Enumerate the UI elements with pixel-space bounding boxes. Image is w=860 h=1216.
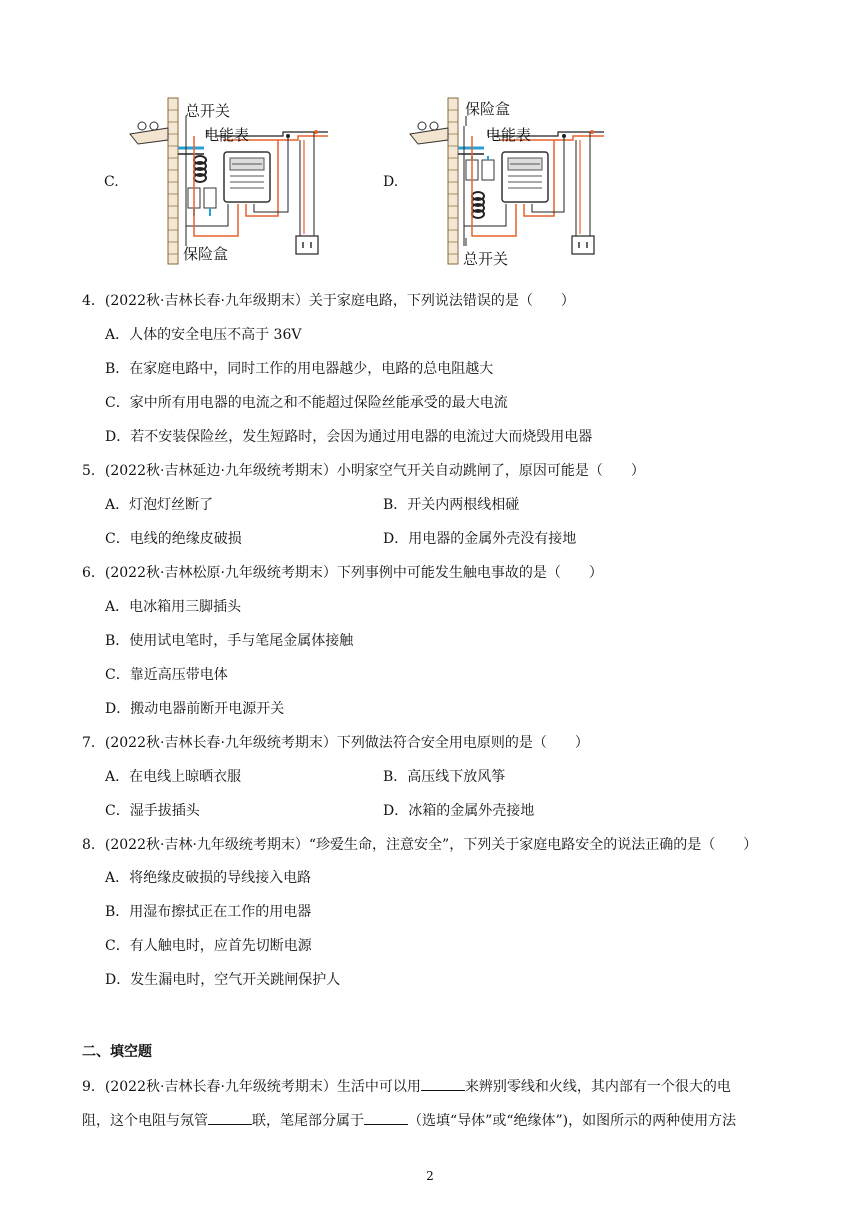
question-stem: 7．(2022秋·吉林长春·九年级统考期末）下列做法符合安全用电原则的是（ ） xyxy=(82,735,589,751)
option-c: C．湿手拔插头 xyxy=(105,803,200,819)
figure-d-meter-label: 电能表 xyxy=(486,126,532,144)
circuit-diagram-d xyxy=(408,96,608,268)
option-d: D．搬动电器前断开电源开关 xyxy=(105,701,285,717)
question-stem: 4．(2022秋·吉林长春·九年级期末）关于家庭电路，下列说法错误的是（ ） xyxy=(82,293,575,309)
electricity-meter-icon xyxy=(224,152,270,202)
q9-text: 阻，这个电阻与氖管 xyxy=(82,1113,208,1129)
question-stem: 8．(2022秋·吉林·九年级统考期末）“珍爱生命，注意安全”，下列关于家庭电路安全的说法正确的是（ ） xyxy=(82,837,758,853)
socket-icon xyxy=(296,236,318,254)
figure-c-letter: C. xyxy=(104,174,119,190)
figure-d-top-label: 保险盒 xyxy=(465,100,511,118)
option-d: D．发生漏电时，空气开关跳闸保护人 xyxy=(105,972,341,988)
option-a: A．在电线上晾晒衣服 xyxy=(105,769,242,785)
wall-brick-icon xyxy=(168,98,178,264)
option-c: C．靠近高压带电体 xyxy=(105,667,228,683)
insulator-icon xyxy=(410,122,448,144)
section-title: 二、填空题 xyxy=(82,1044,152,1060)
option-b: B．在家庭电路中，同时工作的用电器越少，电路的总电阻越大 xyxy=(105,361,494,377)
figure-c-top-label: 总开关 xyxy=(185,102,231,120)
option-b: B．开关内两根线相碰 xyxy=(383,497,520,513)
fuse-box-icon xyxy=(466,156,494,180)
socket-icon xyxy=(572,236,594,254)
figure-d-letter: D. xyxy=(383,174,399,190)
wall-brick-icon xyxy=(448,98,458,264)
insulator-icon xyxy=(130,122,168,144)
option-a: A．将绝缘皮破损的导线接入电路 xyxy=(105,870,312,886)
question-stem: 5．(2022秋·吉林延边·九年级统考期末）小明家空气开关自动跳闸了，原因可能是（ ） xyxy=(82,463,645,479)
figure-d-bottom-label: 总开关 xyxy=(463,250,509,268)
q9-text: 来辨别零线和火线，其内部有一个很大的电 xyxy=(464,1079,731,1095)
question-stem: 6．(2022秋·吉林松原·九年级统考期末）下列事例中可能发生触电事故的是（ ） xyxy=(82,565,603,581)
page-number: 2 xyxy=(426,1169,434,1183)
answer-blank xyxy=(208,1110,252,1125)
electricity-meter-icon xyxy=(502,152,548,202)
question-9-line-2 xyxy=(82,1110,736,1131)
option-a: A．电冰箱用三脚插头 xyxy=(105,599,242,615)
option-b: B．使用试电笔时，手与笔尾金属体接触 xyxy=(105,633,354,649)
option-d: D．若不安装保险丝，发生短路时，会因为通过用电器的电流过大而烧毁用电器 xyxy=(105,429,593,445)
q9-text: 9．(2022秋·吉林长春·九年级统考期末）生活中可以用 xyxy=(82,1079,421,1095)
figure-c-bottom-label: 保险盒 xyxy=(183,245,229,263)
circuit-diagram-c xyxy=(128,96,338,268)
option-c: C．家中所有用电器的电流之和不能超过保险丝能承受的最大电流 xyxy=(105,395,508,411)
option-b: B．用湿布擦拭正在工作的用电器 xyxy=(105,904,312,920)
question-9-line-1 xyxy=(82,1076,731,1097)
answer-blank xyxy=(421,1076,465,1091)
option-a: A．人体的安全电压不高于 36V xyxy=(105,327,302,343)
option-c: C．电线的绝缘皮破损 xyxy=(105,531,242,547)
option-d: D．用电器的金属外壳没有接地 xyxy=(383,531,577,547)
answer-blank xyxy=(364,1110,408,1125)
main-switch-icon xyxy=(194,156,206,182)
option-c: C．有人触电时，应首先切断电源 xyxy=(105,938,312,954)
figure-c-meter-label: 电能表 xyxy=(204,126,250,144)
main-switch-icon xyxy=(472,192,484,218)
fuse-box-icon xyxy=(188,188,216,216)
option-d: D．冰箱的金属外壳接地 xyxy=(383,803,535,819)
q9-text: 联，笔尾部分属于 xyxy=(252,1113,364,1129)
q9-text: （选填“导体”或“绝缘体”)，如图所示的两种使用方法 xyxy=(408,1113,737,1129)
option-b: B．高压线下放风筝 xyxy=(383,769,506,785)
option-a: A．灯泡灯丝断了 xyxy=(105,497,214,513)
